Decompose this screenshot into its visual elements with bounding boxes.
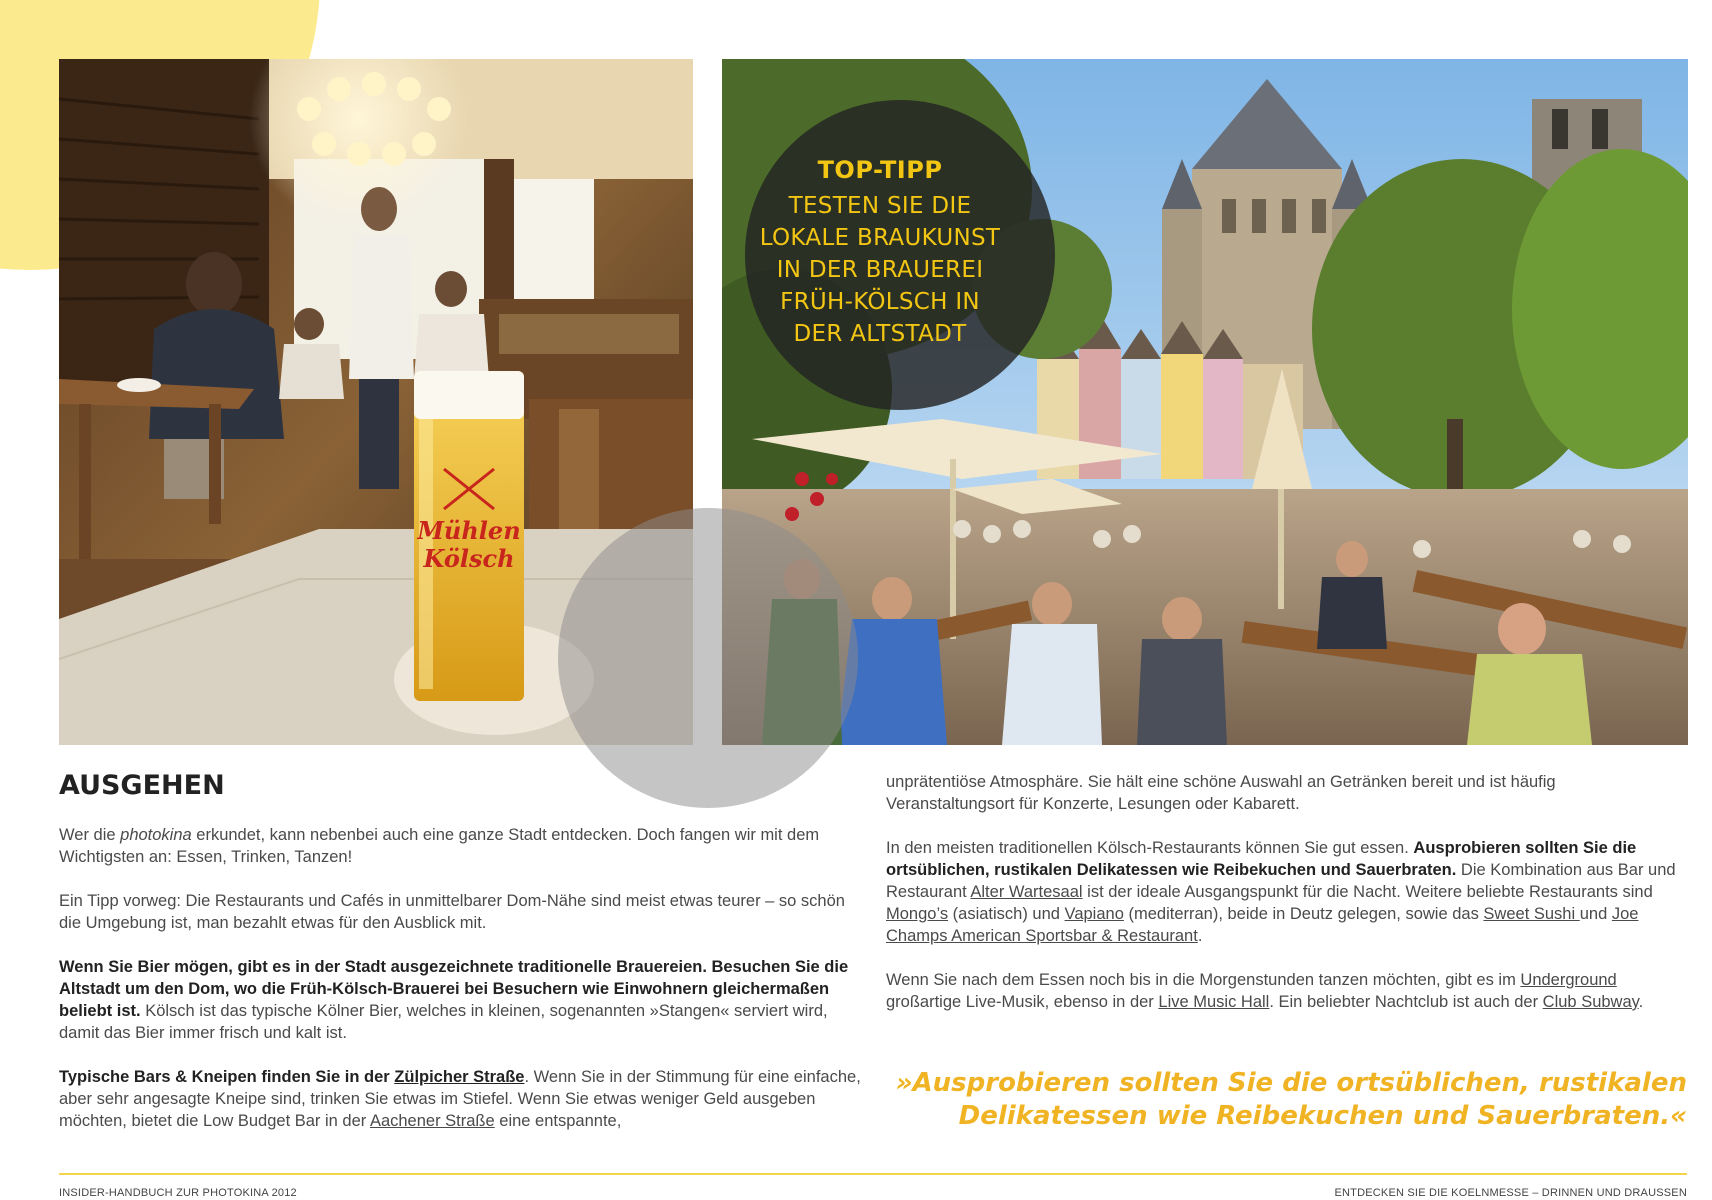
link-vapiano[interactable]: Vapiano	[1064, 905, 1124, 923]
top-tip-title: TOP-TIPP	[817, 156, 943, 184]
pull-quote-line: Delikatessen wie Reibekuchen und Sauerbraten.«	[958, 1101, 1687, 1131]
link-mongos[interactable]: Mongo’s	[886, 905, 949, 923]
paragraph-restaurants: In den meisten traditionellen Kölsch-Restaurants können Sie gut essen. Ausprobieren sollten Sie die ortsüblichen, rustikalen Delikatessen wie Reibekuchen und Sauerbraten. Die Kombination aus Bar und Restaurant Alter Wartesaal ist der ideale Ausgangspunkt für die Nacht. Weitere beliebte Restaurants sind Mongo’s (asiatisch) und Vapiano (mediterran), beide in Deutz gelegen, sowie das Sweet Sushi und Joe Champs American Sportsbar & Restaurant.	[886, 839, 1676, 945]
article-column-right	[886, 771, 1686, 1035]
decorative-grey-circle	[558, 508, 858, 808]
paragraph-bars: Typische Bars & Kneipen finden Sie in der Zülpicher Straße. Wenn Sie in der Stimmung für eine einfache, aber sehr angesagte Kneipe sind, trinken Sie etwas im Stiefel. Wenn Sie etwas weniger Geld ausgeben möchten, bietet die Low Budget Bar in der Aachener Straße eine entspannte,	[59, 1068, 861, 1130]
footer-publication-title: INSIDER-HANDBUCH ZUR PHOTOKINA 2012	[59, 1187, 297, 1199]
section-heading: AUSGEHEN	[59, 770, 225, 801]
pull-quote	[887, 1067, 1687, 1133]
paragraph-nightlife: Wenn Sie nach dem Essen noch bis in die Morgenstunden tanzen möchten, gibt es im Underground großartige Live-Musik, ebenso in der Live Music Hall. Ein beliebter Nachtclub ist auch der Club Subway.	[886, 971, 1644, 1011]
footer-section-title: ENTDECKEN SIE DIE KOELNMESSE – DRINNEN UND DRAUSSEN	[1334, 1187, 1687, 1199]
top-tip-line: IN DER BRAUEREI	[776, 257, 984, 283]
top-tip-line: FRÜH-KÖLSCH IN	[780, 289, 980, 315]
top-tip-line: TESTEN SIE DIE	[788, 193, 972, 219]
link-live-music-hall[interactable]: Live Music Hall	[1158, 993, 1270, 1011]
link-alter-wartesaal[interactable]: Alter Wartesaal	[970, 883, 1083, 901]
top-tip-badge	[745, 100, 1055, 410]
paragraph-intro: Wer die photokina erkundet, kann nebenbei auch eine ganze Stadt entdecken. Doch fangen wir mit dem Wichtigsten an: Essen, Trinken, Tanzen!	[59, 826, 820, 866]
paragraph-atmosphere: unprätentiöse Atmosphäre. Sie hält eine schöne Auswahl an Getränken bereit und ist häufig Veranstaltungsort für Konzerte, Lesungen oder Kabarett.	[886, 773, 1556, 813]
link-aachener-strasse[interactable]: Aachener Straße	[369, 1112, 495, 1130]
link-underground[interactable]: Underground	[1520, 971, 1617, 989]
paragraph-tip: Ein Tipp vorweg: Die Restaurants und Cafés in unmittelbarer Dom-Nähe sind meist etwas teurer – so schön die Umgebung ist, man bezahlt etwas für den Ausblick mit.	[59, 892, 845, 932]
top-tip-line: LOKALE BRAUKUNST	[759, 225, 1001, 251]
link-club-subway[interactable]: Club Subway	[1542, 993, 1639, 1011]
top-tip-line: DER ALTSTADT	[793, 321, 967, 347]
link-sweet-sushi[interactable]: Sweet Sushi	[1483, 905, 1580, 923]
pull-quote-line: »Ausprobieren sollten Sie die ortsüblichen, rustikalen	[895, 1068, 1687, 1098]
link-zuelpicher-strasse[interactable]: Zülpicher Straße	[394, 1068, 525, 1086]
paragraph-beer: Wenn Sie Bier mögen, gibt es in der Stadt ausgezeichnete traditionelle Brauereien. Besuchen Sie die Altstadt um den Dom, wo die Früh-Kölsch-Brauerei bei Besuchern wie Einwohnern gleichermaßen beliebt ist. Kölsch ist das typische Kölner Bier, welches in kleinen, sogenannten »Stangen« serviert wird, damit das Bier immer frisch und kalt ist.	[59, 958, 849, 1042]
top-tip-text	[745, 190, 1015, 350]
glass-logo-line2: Kölsch	[423, 544, 515, 573]
glass-logo-line1: Mühlen	[417, 516, 521, 545]
footer-divider	[59, 1173, 1687, 1175]
article-column-left	[59, 824, 869, 1154]
link-joe-champs[interactable]: Joe Champs American Sportsbar & Restaurant	[886, 905, 1639, 945]
